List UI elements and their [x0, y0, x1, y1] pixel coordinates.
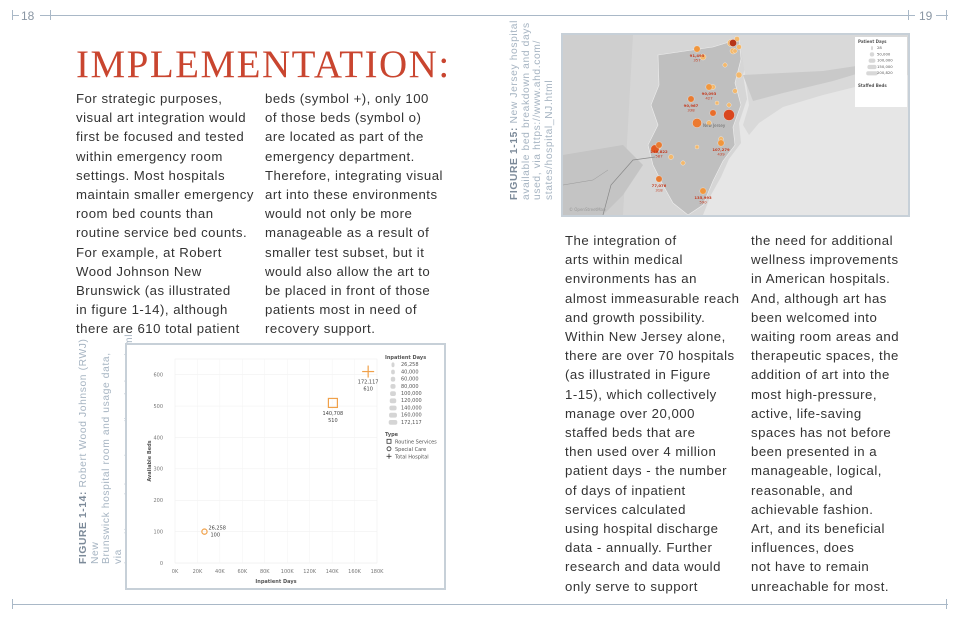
plot-area: [175, 359, 377, 563]
figure-1-14-chart-frame: [125, 343, 446, 590]
legend-days-swatch: [867, 65, 876, 69]
legend-size-swatch: [391, 370, 395, 375]
hospital-beds-label: 427: [705, 95, 713, 101]
legend-square-icon: [387, 439, 391, 443]
legend-size-label: 160,000: [401, 412, 422, 419]
y-axis-title: Available Beds: [147, 440, 153, 482]
hospital-dot-large: [710, 110, 716, 116]
legend-days-swatch: [870, 52, 874, 56]
legend-type-label: Special Care: [395, 446, 427, 453]
hospital-days-label: 90,093: [701, 91, 717, 96]
hospital-beds-label: 318: [655, 187, 663, 193]
legend-size-label: 140,000: [401, 405, 422, 412]
hospital-days-label: 77,076: [651, 183, 667, 188]
x-tick-label: 40K: [215, 569, 225, 575]
y-tick-label: 300: [153, 466, 163, 473]
hospital-dot: [733, 49, 737, 53]
figure-1-15-text: New Jersey hospital available bed breakdown and days used, via https://www.ahd.com/ states/hospital_NJ.html: [509, 20, 555, 200]
legend-size-title: Inpatient Days: [385, 355, 427, 361]
bottom-rule: [12, 604, 948, 605]
hospital-beds-label: 587: [655, 153, 663, 159]
top-rule-tick: [908, 10, 909, 20]
top-rule-tick: [946, 10, 947, 20]
hospital-beds-label: 590: [699, 199, 707, 205]
x-axis-title: Inpatient Days: [255, 579, 297, 585]
y-tick-label: 100: [153, 529, 163, 536]
legend-size-label: 172,117: [401, 419, 422, 426]
legend-days-label: 28: [877, 45, 882, 50]
legend-days-label: 50,000: [877, 51, 891, 57]
point-label-days: 26,258: [208, 525, 226, 532]
bottom-rule-tick: [12, 599, 13, 609]
legend-days-swatch: [869, 59, 876, 63]
top-rule-tick: [12, 10, 13, 20]
labeled-hospital-dot: [706, 84, 712, 90]
page-number-right: 19: [915, 9, 936, 23]
hospital-days-label: 90,967: [683, 103, 699, 108]
top-rule-tick: [50, 10, 51, 20]
legend-days-swatch: [871, 46, 873, 50]
y-tick-label: 200: [153, 498, 163, 505]
x-tick-label: 180K: [370, 569, 384, 575]
legend-type-label: Routine Services: [395, 439, 437, 446]
legend-size-label: 26,258: [401, 362, 419, 369]
legend-size-swatch: [390, 398, 397, 403]
svg-text:© OpenStreetMap: © OpenStreetMap: [569, 207, 606, 212]
legend-size-swatch: [389, 413, 397, 418]
legend-size-swatch: [389, 406, 396, 411]
hospital-dot: [737, 45, 742, 50]
figure-1-15-caption: [509, 0, 555, 200]
hospital-beds-label: 338: [687, 107, 695, 113]
legend-days-label: 200,820: [877, 70, 893, 76]
legend-circle-icon: [387, 447, 391, 451]
page-number-left: 18: [19, 9, 40, 23]
hospital-dot: [669, 155, 674, 160]
hospital-dot: [736, 72, 742, 78]
left-body-column-1: For strategic purposes, visual art integration would first be focused and tested within emergency room settings. Most hospitals maintain smaller emergency room bed counts than routine service bed counts. For example, at Robert Wood Johnson New Brunswick (as illustrated in figure 1-14), although there are 610 total patient: [76, 91, 254, 337]
hospital-days-label: 107,279: [712, 147, 730, 152]
right-body-column-2: the need for additional wellness improvements in American hospitals. And, although art has been welcomed into waiting room areas and therapeutic spaces, the addition of art into the most high-pressure, active, life-saving spaces has not before been presented in a manageable, logical, reasonable, and achievable fashion. Art, and its beneficial influences, does not have to remain unreachable for most.: [751, 233, 900, 594]
legend-size-swatch: [389, 420, 398, 425]
figure-1-14-label: FIGURE 1-14:: [78, 491, 89, 564]
point-label-days: 140,708: [322, 410, 344, 417]
hospital-beds-label: 357: [693, 57, 701, 63]
labeled-hospital-dot: [700, 188, 706, 194]
legend-type-title: Type: [385, 431, 399, 438]
hospital-dot-large: [692, 118, 701, 127]
page-title: IMPLEMENTATION:: [76, 43, 451, 86]
x-tick-label: 0K: [171, 569, 179, 575]
nj-hospital-map: [563, 35, 908, 215]
x-tick-label: 20K: [192, 569, 203, 575]
y-tick-label: 600: [153, 372, 163, 379]
point-label-beds: 510: [328, 417, 338, 424]
x-tick-label: 60K: [237, 569, 248, 575]
top-rule: [12, 15, 948, 16]
figure-1-14-text: Robert Wood Johnson (RWJ) New Brunswick hospital room and usage data, via: [78, 338, 124, 564]
hospital-dot: [733, 89, 738, 94]
legend-size-label: 60,000: [401, 376, 419, 383]
labeled-hospital-dot: [694, 46, 700, 52]
hospital-dot: [723, 63, 727, 67]
point-label-days: 172,117: [357, 379, 379, 386]
point-label-beds: 610: [363, 386, 373, 393]
figure-1-15-map-frame: [561, 33, 910, 217]
x-tick-label: 140K: [325, 569, 339, 575]
legend-size-swatch: [392, 362, 395, 367]
labeled-hospital-dot: [656, 176, 662, 182]
hospital-dot: [715, 101, 719, 105]
left-body-column-2: beds (symbol +), only 100 of those beds (symbol o) are located as part of the emergency department. Therefore, integrating visual art into these environments would not only be more manageable as a result of smaller test subset, but it would also allow the art to be placed in front of those patients most in need of recovery support.: [265, 91, 443, 337]
hospital-beds-label: 439: [717, 151, 725, 157]
legend-type-label: Total Hospital: [395, 454, 429, 461]
rwj-scatter-chart: [127, 345, 444, 588]
x-tick-label: 100K: [280, 569, 294, 575]
bottom-rule-tick: [946, 599, 947, 609]
x-tick-label: 160K: [348, 569, 361, 575]
right-body-column-1: The integration of arts within medical environments has an almost immeasurable reach and growth possibility. Within New Jersey alone, there are over 70 hospitals (as illustrated in Figure 1-15), which collectively manage over 20,000 staffed beds that are then used over 4 million patient days - the number of days of inpatient services calculated using hospital discharge data - annually. Further research and data would only serve to support: [565, 233, 740, 594]
legend-days-label: 150,000: [877, 63, 893, 69]
y-tick-label: 500: [153, 403, 163, 410]
legend-size-swatch: [390, 391, 396, 396]
legend-size-label: 80,000: [401, 383, 419, 390]
x-tick-label: 120K: [303, 569, 317, 575]
hospital-days-label: 91,495: [689, 53, 705, 58]
hospital-dot: [681, 161, 685, 165]
legend-days-label: 100,000: [877, 57, 893, 63]
y-tick-label: 400: [153, 435, 163, 442]
legend-beds-title: Staffed Beds: [858, 83, 887, 88]
hospital-dot-large: [724, 110, 735, 121]
hospital-dot-large: [729, 39, 736, 46]
legend-size-label: 40,000: [401, 369, 419, 376]
y-tick-label: 0: [159, 560, 163, 567]
x-tick-label: 80K: [259, 569, 270, 575]
legend-size-label: 100,000: [401, 391, 422, 397]
hospital-dot: [695, 145, 699, 149]
legend-size-swatch: [390, 384, 395, 389]
place-label: New Jersey: [703, 123, 726, 128]
hospital-days-label: 149,822: [650, 149, 668, 154]
figure-1-15-label: FIGURE 1-15:: [509, 127, 520, 200]
point-label-beds: 100: [210, 532, 221, 539]
labeled-hospital-dot: [688, 96, 694, 102]
legend-size-label: 120,000: [401, 398, 422, 405]
labeled-hospital-dot: [718, 140, 724, 146]
legend-days-title: Patient Days: [858, 39, 887, 44]
labeled-hospital-dot: [656, 142, 662, 148]
hospital-dot: [727, 103, 731, 107]
legend-size-swatch: [391, 377, 395, 382]
hospital-days-label: 135,993: [694, 195, 712, 200]
